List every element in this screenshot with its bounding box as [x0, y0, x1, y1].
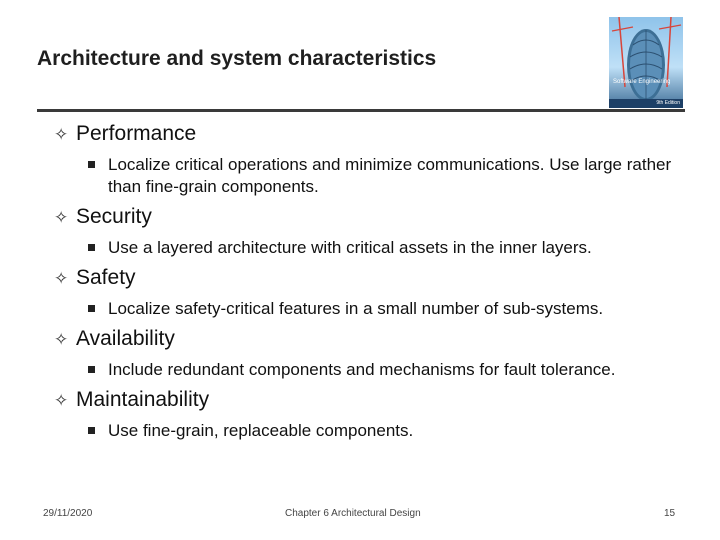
star-bullet-icon: ✧ [54, 269, 69, 288]
bullet-safety [54, 265, 704, 320]
book-cover-image [609, 17, 683, 108]
slide-title: Architecture and system characteristics [37, 47, 437, 70]
bullet-point: Use a layered architecture with critical assets in the inner layers. [108, 238, 592, 257]
square-bullet-icon [88, 161, 95, 168]
bullet-availability [54, 326, 704, 381]
bullet-point: Use fine-grain, replaceable components. [108, 421, 414, 440]
bullet-point: Localize critical operations and minimize communications. Use large rather than fine-grain components. [108, 155, 672, 196]
star-bullet-icon: ✧ [54, 208, 69, 227]
bullet-maintainability [54, 387, 704, 442]
bullet-heading: Availability [76, 327, 175, 350]
bullet-heading: Security [76, 205, 152, 228]
gherkin-building-icon [609, 17, 683, 108]
bullet-point: Include redundant components and mechanisms for fault tolerance. [108, 360, 616, 379]
footer-chapter: Chapter 6 Architectural Design [285, 508, 421, 519]
star-bullet-icon: ✧ [54, 391, 69, 410]
footer-date: 29/11/2020 [43, 508, 93, 519]
star-bullet-icon: ✧ [54, 330, 69, 349]
bullet-heading: Safety [76, 266, 136, 289]
bullet-security [54, 204, 704, 259]
footer-page-number: 15 [664, 508, 676, 519]
title-divider [37, 109, 685, 112]
square-bullet-icon [88, 305, 95, 312]
book-title: Software Engineering [613, 79, 671, 85]
book-edition: 9th Edition [656, 100, 680, 106]
bullet-list [54, 121, 704, 442]
bullet-performance [54, 121, 704, 198]
square-bullet-icon [88, 427, 95, 434]
bullet-point: Localize safety-critical features in a small number of sub-systems. [108, 299, 604, 318]
bullet-heading: Maintainability [76, 388, 210, 411]
square-bullet-icon [88, 366, 95, 373]
star-bullet-icon: ✧ [54, 125, 69, 144]
square-bullet-icon [88, 244, 95, 251]
bullet-heading: Performance [76, 122, 197, 145]
